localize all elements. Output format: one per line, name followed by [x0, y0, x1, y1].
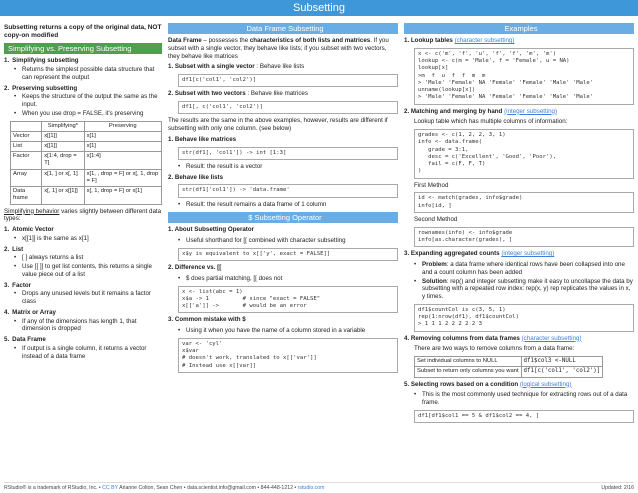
bullet-item: • [ ] always returns a list: [14, 254, 84, 262]
method-label: First Method: [414, 181, 449, 189]
item-label: List: [12, 245, 24, 253]
table-cell: Subset to return only columns you want: [415, 367, 522, 377]
table-cell: Array: [11, 169, 42, 186]
code-block: x <- c('m', 'f', 'u', 'f', 'f', 'm', 'm') lookup <- c(m = 'Male', f = 'Female', u = NA) lookup[x] >m f u f f m m > 'Male' 'Female' NA 'Female' 'Female' 'Male' 'Male' unname(lookup[x]) > 'Male' 'Female' NA 'Female' 'Female' 'Male' 'Male': [414, 48, 634, 105]
item-label: 2. Matching and merging by hand: [404, 107, 503, 115]
footer-credits: [4, 483, 324, 492]
intro-part: . If you subset with a single vector, they behave like lists; if you subset with two vectors, they behave like matrices: [168, 37, 389, 60]
method-label: Second Method: [414, 215, 458, 223]
bullet-text: Result: the result is a vector: [186, 162, 263, 170]
link-integer-subsetting[interactable]: (integer subsetting): [501, 250, 555, 258]
list-item: 1. Behave like matrices: [168, 135, 237, 143]
link-character-subsetting[interactable]: (character subsetting): [521, 334, 582, 342]
table-cell: Vector: [11, 131, 42, 141]
list-item: [404, 37, 634, 45]
item-label: 5. Selecting rows based on a condition: [404, 380, 519, 388]
behavior-note: [4, 208, 162, 224]
bullet-text: : rep() and integer subsetting make it easy to uncollapse the data by subsetting with a repeated row index: rep(x, y) rep replicates the values in x, y times.: [422, 277, 633, 301]
list-item: 3. Common mistake with $: [168, 316, 246, 324]
link-integer-subsetting[interactable]: (integer subsetting): [504, 107, 558, 115]
site-link[interactable]: rstudio.com: [297, 485, 325, 491]
code-block: x <- list(abc = 1) x$a -> 1 # since "exact = FALSE" x[['a']] -> # would be an error: [178, 286, 398, 314]
section-heading-examples: Examples: [404, 23, 634, 34]
license-link[interactable]: CC BY: [102, 485, 118, 491]
updated-date: Updated: 2/16: [601, 485, 634, 491]
list-item: [404, 250, 634, 258]
code-block: id <- match(grades, info$grade) info[id, ]: [414, 192, 634, 213]
item-label: Factor: [12, 281, 32, 289]
table-cell: List: [11, 141, 42, 151]
table-cell: x[1, , drop = F] or x[, 1, drop = F]: [84, 169, 161, 186]
bullet-item: • When you use drop = FALSE, it's preserving: [14, 109, 144, 117]
item-label: 1. Subset with a single vector: [168, 63, 255, 71]
bullet-item: • Use [[ ]] to get list contents, this returns a single value piece out of a list: [14, 263, 162, 279]
list-item: [4, 85, 162, 93]
bullet-item: • $ does partial matching, [[ does not: [178, 274, 283, 282]
code-block: df1$countCol is c(3, 5, 1) rep(1:nrow(df1), df1$countCol) > 1 1 1 2 2 2 2 2 3: [414, 304, 634, 332]
section-heading-data-frame: Data Frame Subsetting: [168, 23, 398, 34]
code-block: str(df1['col1']) -> 'data.frame': [178, 184, 398, 197]
bullet-text: Using it when you have the name of a column stored in a variable: [186, 327, 366, 335]
intro-part: Data Frame: [168, 37, 202, 44]
list-item: [404, 335, 634, 343]
code-block: str(df1[, 'col1']) -> int [1:3]: [178, 147, 398, 160]
intro-part: – possesses the: [201, 37, 250, 44]
link-character-subsetting[interactable]: (character subsetting): [454, 37, 515, 44]
behavior-note-head: Simplifying behavior: [4, 207, 60, 215]
item-label: 3. Expanding aggregated counts: [404, 250, 500, 258]
bullet-item: • Result: the result remains a data frame of 1 column: [178, 200, 327, 208]
table-row: [415, 367, 603, 377]
table-cell: x[1:4, drop = T]: [42, 152, 84, 169]
bullet-item: • Problem: a data frame where identical rows have been collapsed into one and a count column has been added: [414, 261, 625, 276]
list-item: [4, 246, 162, 254]
bullet-item: • This is the most commonly used technique for extracting rows out of a data frame.: [414, 391, 634, 407]
table-cell: Data frame: [11, 187, 42, 204]
item-label: 4. Removing columns from data frames: [404, 334, 520, 342]
table-cell: Set individual columns to NULL: [415, 357, 522, 367]
bullet-text: x[[1]] is the same as x[1]: [22, 234, 89, 242]
bullet-text: Use [[ ]] to get list contents, this returns a single value piece out of a list: [22, 263, 152, 278]
list-item: [4, 226, 162, 234]
bullet-item: • x[[1]] is the same as x[1]: [14, 234, 89, 242]
list-item: [168, 63, 398, 71]
item-label: Preserving subsetting: [12, 84, 78, 92]
bullet-item: • Drops any unused levels but it remains a factor class: [14, 290, 162, 306]
bullet-text: Keeps the structure of the output the same as the input.: [22, 93, 158, 108]
bullet-text: If any of the dimensions has length 1, that dimension is dropped: [22, 317, 137, 333]
table-header: Preserving: [84, 121, 161, 131]
item-sub: Lookup table which has multiple columns of information:: [414, 118, 568, 126]
bullet-text: [ ] always returns a list: [22, 254, 84, 262]
table-cell: df1[c('col1', 'col2')]: [521, 367, 603, 377]
table-row: [415, 357, 603, 367]
table-row: [11, 152, 162, 169]
table-cell: x[, 1, drop = F] or x[1]: [84, 187, 161, 204]
code-block: x$y is equivalent to x[['y', exact = FALSE]]: [178, 248, 398, 261]
list-item: [4, 282, 162, 290]
link-logical-subsetting[interactable]: (logical subsetting): [519, 380, 572, 388]
table-cell: x[1:4]: [84, 152, 161, 169]
bullet-item: • Solution: rep() and integer subsetting make it easy to uncollapse the data by subsetting with a repeated row index: rep(x, y) rep replicates the values in x, y times.: [414, 277, 633, 301]
bullet-head: Solution: [422, 277, 447, 285]
footer-trademark: RStudio® is a trademark of RStudio, Inc. •: [4, 485, 103, 491]
simplify-preserve-table: [10, 121, 162, 205]
list-item: [4, 309, 162, 317]
item-number: 4.: [4, 308, 10, 316]
bullet-text: : a data frame where identical rows have been collapsed into one and a count column has been added: [422, 261, 625, 276]
code-block: df1[c('col1', 'col2')]: [178, 74, 398, 87]
table-cell: x[[1]]: [42, 131, 84, 141]
item-label: 1. Lookup tables: [404, 37, 453, 44]
table-cell: x[[1]]: [42, 141, 84, 151]
list-item: 2. Difference vs. [[: [168, 264, 222, 272]
bullet-item: • Result: the result is a vector: [178, 162, 263, 170]
bullet-text: Useful shorthand for [[ combined with character subsetting: [186, 237, 346, 245]
list-item: [168, 90, 398, 98]
section-heading-dollar-operator: $ Subsetting Operator: [168, 212, 398, 223]
column-simplifying: [4, 23, 162, 481]
page-title: Subsetting: [0, 0, 638, 16]
table-cell: x[, 1] or x[[1]]: [42, 187, 84, 204]
item-number: 2.: [4, 84, 10, 92]
column-examples: [404, 23, 634, 481]
bullet-text: If output is a single column, it returns a vector instead of a data frame: [22, 344, 147, 360]
table-header: Simplifying*: [42, 121, 84, 131]
item-label: Atomic Vector: [12, 226, 54, 234]
bullet-text: Drops any unused levels but it remains a factor class: [22, 290, 151, 306]
bullet-text: Result: the result remains a data frame of 1 column: [186, 200, 327, 208]
table-row: [11, 187, 162, 204]
bullet-item: • Returns the simplest possible data structure that can represent the output: [14, 66, 162, 82]
list-item: [4, 336, 162, 344]
bullet-item: • If any of the dimensions has length 1, that dimension is dropped: [14, 318, 162, 334]
bullet-text: $ does partial matching, [[ does not: [186, 274, 283, 282]
item-number: 1.: [4, 226, 10, 234]
bullet-item: • If output is a single column, it returns a vector instead of a data frame: [14, 345, 162, 361]
list-item: 2. Behave like lists: [168, 173, 224, 181]
bullet-head: Problem: [422, 261, 447, 269]
intro-text: Subsetting returns a copy of the original data, NOT copy-on modified: [4, 24, 162, 40]
item-tail: : Behave like matrices: [245, 90, 308, 98]
code-block: var <- 'cyl' x$var # doesn't work, translated to x[['var']] # Instead use x[[var]]: [178, 338, 398, 373]
bullet-text: When you use drop = FALSE, it's preserving: [22, 109, 144, 117]
table-row: [11, 131, 162, 141]
remove-columns-table: [414, 356, 603, 377]
item-number: 2.: [4, 245, 10, 253]
table-row: [11, 169, 162, 186]
code-block: df1[df1$col1 == 5 & df1$col2 == 4, ]: [414, 410, 634, 423]
table-row: [11, 141, 162, 151]
footer-authors: Arianne Colton, Sean Chen • data.scientist.info@gmail.com • 844-448-1212 •: [117, 485, 298, 491]
table-cell: df1$col3 <-NULL: [521, 357, 603, 367]
item-sub: There are two ways to remove columns from a data frame:: [414, 345, 575, 353]
item-number: 5.: [4, 336, 10, 344]
table-cell: x[1, ] or x[, 1]: [42, 169, 84, 186]
table-cell: Factor: [11, 152, 42, 169]
bullet-item: • Using it when you have the name of a column stored in a variable: [178, 327, 366, 335]
list-item: [404, 381, 634, 389]
data-frame-intro: [168, 37, 398, 60]
item-label: Simplifying subsetting: [12, 57, 79, 65]
column-data-frame: [168, 23, 398, 481]
list-item: [404, 108, 634, 116]
list-item: [4, 57, 162, 65]
table-cell: x[1]: [84, 131, 161, 141]
section-heading-simplifying: Simplifying vs. Preserving Subsetting: [4, 43, 162, 54]
bullet-item: • Keeps the structure of the output the same as the input.: [14, 93, 162, 109]
intro-part: characteristics of both lists and matrices: [249, 37, 371, 44]
item-label: 2. Subset with two vectors: [168, 90, 246, 98]
item-label: Matrix or Array: [12, 308, 56, 316]
item-number: 3.: [4, 281, 10, 289]
code-block: df1[, c('col1', 'col2')]: [178, 101, 398, 114]
bullet-text: This is the most commonly used technique for extracting rows out of a data frame.: [422, 391, 628, 407]
list-item: 1. About Subsetting Operator: [168, 226, 255, 234]
code-block: rownames(info) <- info$grade info[as.character(grades), ]: [414, 227, 634, 248]
code-block: grades <- c(1, 2, 2, 3, 1) info <- data.frame( grade = 3:1, desc = c('Excellent', 'Good', 'Poor'), fail = c(F, F, T) ): [414, 129, 634, 179]
item-label: Data Frame: [12, 336, 46, 344]
table-header: [11, 121, 42, 131]
results-note: The results are the same in the above examples, however, results are different if subsetting with only one column. (see below): [168, 117, 388, 133]
bullet-item: • Useful shorthand for [[ combined with character subsetting: [178, 237, 346, 245]
behavior-note-rest: varies slightly between different data types:: [4, 207, 162, 223]
item-tail: : Behave like lists: [254, 63, 305, 71]
bullet-text: Returns the simplest possible data structure that can represent the output: [22, 66, 155, 81]
table-cell: x[1]: [84, 141, 161, 151]
footer: [4, 482, 634, 492]
item-number: 1.: [4, 57, 10, 65]
